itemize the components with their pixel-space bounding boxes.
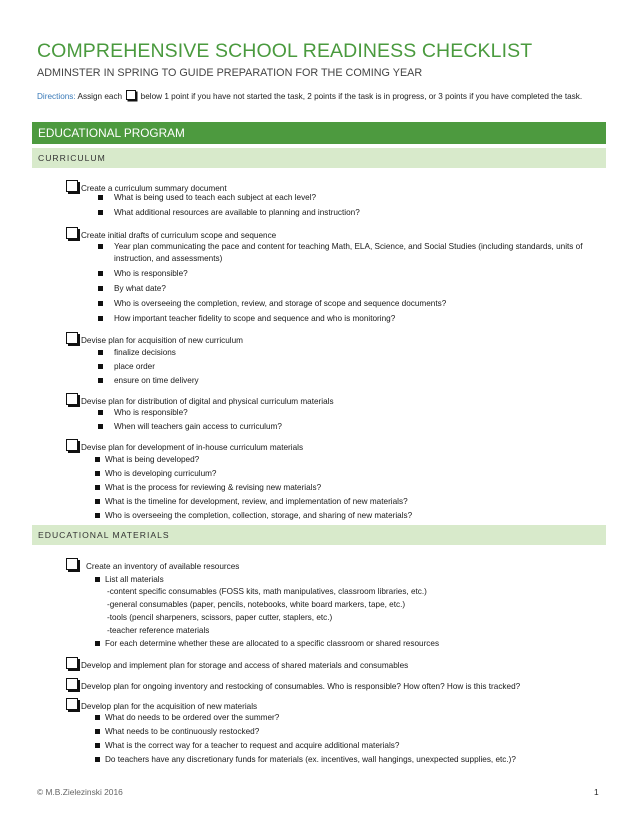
checkbox-icon[interactable] — [66, 332, 78, 344]
list-item: Who is developing curriculum? — [105, 468, 217, 480]
bullet-icon — [98, 378, 103, 383]
task-restocking-plan: Develop plan for ongoing inventory and restocking of consumables. Who is responsible? How often? How is this tracked? — [66, 678, 520, 693]
checkbox-icon[interactable] — [66, 558, 78, 570]
list-item: What is being used to teach each subject at each level? — [114, 192, 316, 204]
task-scope-sequence: Create initial drafts of curriculum scope and sequence — [66, 227, 276, 242]
list-detail: -tools (pencil sharpeners, scissors, paper cutter, staplers, etc.) — [107, 613, 333, 622]
bullet-icon — [98, 410, 103, 415]
bullet-icon — [98, 301, 103, 306]
bullet-icon — [95, 743, 100, 748]
bullet-icon — [98, 271, 103, 276]
checkbox-icon[interactable] — [66, 393, 78, 405]
bullet-icon — [98, 244, 103, 249]
list-item: Year plan communicating the pace and content for teaching Math, ELA, Science, and Social Studies (including standards, units of instruction, and assessments) — [114, 241, 584, 265]
bullet-icon — [98, 195, 103, 200]
page-title: COMPREHENSIVE SCHOOL READINESS CHECKLIST — [37, 40, 533, 62]
bullet-icon — [95, 457, 100, 462]
bullet-icon — [95, 641, 100, 646]
bullet-icon — [95, 499, 100, 504]
bullet-icon — [98, 350, 103, 355]
bullet-icon — [95, 715, 100, 720]
list-detail: -teacher reference materials — [107, 626, 210, 635]
list-item: Who is responsible? — [114, 407, 188, 419]
list-item: How important teacher fidelity to scope and sequence and who is monitoring? — [114, 313, 395, 325]
bullet-icon — [95, 577, 100, 582]
subsection-educational-materials: EDUCATIONAL MATERIALS — [32, 525, 606, 545]
bullet-icon — [95, 757, 100, 762]
task-inventory: Create an inventory of available resources — [66, 558, 239, 573]
task-curriculum-summary: Create a curriculum summary document — [66, 180, 227, 195]
task-acquisition: Devise plan for acquisition of new curriculum — [66, 332, 243, 347]
list-item: finalize decisions — [114, 347, 176, 359]
list-item: What is the process for reviewing & revising new materials? — [105, 482, 321, 494]
bullet-icon — [98, 286, 103, 291]
list-item: Who is responsible? — [114, 268, 188, 280]
list-item: ensure on time delivery — [114, 375, 199, 387]
checkbox-icon[interactable] — [66, 439, 78, 451]
task-new-materials: Develop plan for the acquisition of new materials — [66, 698, 257, 713]
list-item: What do needs to be ordered over the summer? — [105, 712, 279, 724]
checkbox-icon[interactable] — [66, 698, 78, 710]
list-detail: -content specific consumables (FOSS kits, math manipulatives, classroom libraries, etc.) — [107, 587, 427, 596]
list-item: Who is overseeing the completion, review, and storage of scope and sequence documents? — [114, 298, 446, 310]
list-item: List all materials — [105, 574, 164, 586]
directions-text: Directions: Assign each below 1 point if you have not started the task, 2 points if the task is in progress, or 3 points if you have completed the task. — [37, 92, 583, 101]
bullet-icon — [98, 364, 103, 369]
list-item: For each determine whether these are allocated to a specific classroom or shared resources — [105, 638, 439, 650]
task-storage-plan: Develop and implement plan for storage and access of shared materials and consumables — [66, 657, 408, 672]
list-item: Do teachers have any discretionary funds for materials (ex. incentives, wall hangings, unexpected supplies, etc.)? — [105, 754, 516, 766]
checkbox-icon[interactable] — [66, 657, 78, 669]
list-item: When will teachers gain access to curriculum? — [114, 421, 282, 433]
bullet-icon — [98, 424, 103, 429]
list-item: What is the correct way for a teacher to request and acquire additional materials? — [105, 740, 399, 752]
bullet-icon — [98, 316, 103, 321]
checkbox-icon[interactable] — [66, 678, 78, 690]
bullet-icon — [95, 729, 100, 734]
list-item: What additional resources are available to planning and instruction? — [114, 207, 360, 219]
checkbox-icon[interactable] — [66, 227, 78, 239]
list-item: What is being developed? — [105, 454, 199, 466]
list-item: What needs to be continuously restocked? — [105, 726, 259, 738]
page-subtitle: ADMINSTER IN SPRING TO GUIDE PREPARATION FOR THE COMING YEAR — [37, 67, 423, 79]
task-in-house-development: Devise plan for development of in-house curriculum materials — [66, 439, 303, 454]
task-distribution: Devise plan for distribution of digital and physical curriculum materials — [66, 393, 334, 408]
bullet-icon — [95, 513, 100, 518]
subsection-curriculum: CURRICULUM — [32, 148, 606, 168]
list-item: place order — [114, 361, 155, 373]
list-item: Who is overseeing the completion, collection, storage, and sharing of new materials? — [105, 510, 412, 522]
checkbox-icon — [126, 90, 136, 100]
list-item: What is the timeline for development, review, and implementation of new materials? — [105, 496, 408, 508]
checkbox-icon[interactable] — [66, 180, 78, 192]
bullet-icon — [95, 471, 100, 476]
section-educational-program: EDUCATIONAL PROGRAM — [32, 122, 606, 144]
list-item: By what date? — [114, 283, 166, 295]
bullet-icon — [95, 485, 100, 490]
directions-label: Directions: — [37, 92, 76, 101]
bullet-icon — [98, 210, 103, 215]
page-number: 1 — [594, 787, 599, 797]
list-detail: -general consumables (paper, pencils, notebooks, white board markers, tape, etc.) — [107, 600, 406, 609]
footer-copyright: © M.B.Zielezinski 2016 — [37, 787, 123, 797]
